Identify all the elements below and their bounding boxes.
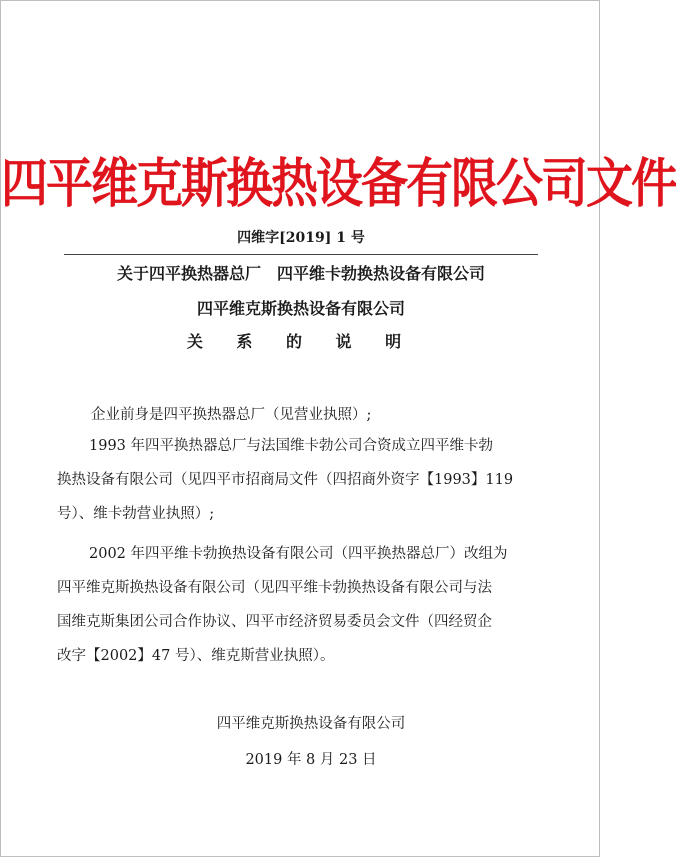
paragraph-2-line-3: 号）、维卡勃营业执照）;	[57, 506, 215, 522]
paragraph-1-text: 企业前身是四平换热器总厂（见营业执照）;	[91, 407, 372, 423]
document-number: 四维字[2019] 1 号	[237, 230, 365, 246]
paragraph-3-line-1: 2002 年四平维卡勃换热设备有限公司（四平换热器总厂）改组为	[89, 546, 508, 562]
signature-date: 2019 年 8 月 23 日	[245, 752, 377, 768]
subject-line-1: 关于四平换热器总厂 四平维卡勃换热设备有限公司	[116, 264, 485, 283]
signature-organization: 四平维克斯换热设备有限公司	[216, 716, 406, 732]
body-paragraph-2	[57, 429, 549, 531]
body-paragraph-1	[91, 398, 551, 432]
subject-line-2: 四平维克斯换热设备有限公司	[196, 299, 405, 318]
paragraph-2-line-2: 换热设备有限公司（见四平市招商局文件（四招商外资字【1993】119	[57, 472, 514, 488]
paragraph-2-line-1: 1993 年四平换热器总厂与法国维卡勃公司合资成立四平维卡勃	[89, 438, 494, 454]
document-red-header-title: 四平维克斯换热设备有限公司文件	[1, 153, 676, 215]
body-paragraph-3	[57, 537, 549, 673]
paragraph-3-line-2: 四平维克斯换热设备有限公司（见四平维卡勃换热设备有限公司与法	[57, 580, 492, 596]
paragraph-3-line-4: 改字【2002】47 号）、维克斯营业执照）。	[57, 648, 335, 664]
paragraph-3-line-3: 国维克斯集团公司合作协议、四平市经济贸易委员会文件（四经贸企	[57, 614, 492, 630]
subject-line-3: 关 系 的 说 明	[186, 332, 416, 351]
header-divider-line	[64, 254, 538, 255]
